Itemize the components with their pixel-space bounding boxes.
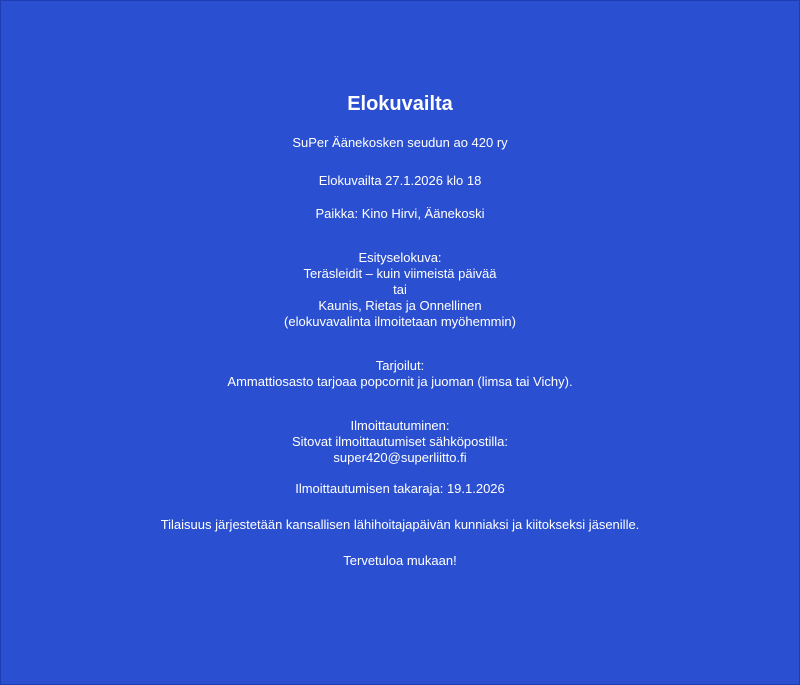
refreshments-text: Ammattiosasto tarjoaa popcornit ja juoman (limsa tai Vichy). (227, 374, 573, 389)
film-or: tai (393, 282, 407, 297)
film-option-1: Teräsleidit – kuin viimeistä päivää (303, 266, 497, 281)
page-title: Elokuvailta (347, 93, 453, 115)
film-section (1, 250, 799, 330)
registration-text: Sitovat ilmoittautumiset sähköpostilla: (291, 434, 509, 449)
flyer-content (1, 92, 799, 569)
place-text: Paikka: Kino Hirvi, Äänekoski (315, 206, 485, 221)
refreshments-section (1, 358, 799, 390)
organizer-text: SuPer Äänekosken seudun ao 420 ry (292, 135, 508, 150)
registration-section (1, 418, 799, 466)
film-option-2: Kaunis, Rietas ja Onnellinen (318, 298, 482, 313)
deadline-text: Ilmoittautumisen takaraja: 19.1.2026 (295, 481, 505, 496)
film-note: (elokuvavalinta ilmoitetaan myöhemmin) (284, 314, 516, 329)
film-heading: Esityselokuva: (358, 250, 442, 265)
registration-heading: Ilmoittautuminen: (350, 418, 450, 433)
welcome-text: Tervetuloa mukaan! (343, 553, 457, 568)
refreshments-heading: Tarjoilut: (375, 358, 425, 373)
registration-email: super420@superliitto.fi (333, 450, 467, 465)
event-time-text: Elokuvailta 27.1.2026 klo 18 (318, 173, 482, 188)
purpose-text: Tilaisuus järjestetään kansallisen lähihoitajapäivän kunniaksi ja kiitokseksi jäsenille. (160, 517, 640, 532)
